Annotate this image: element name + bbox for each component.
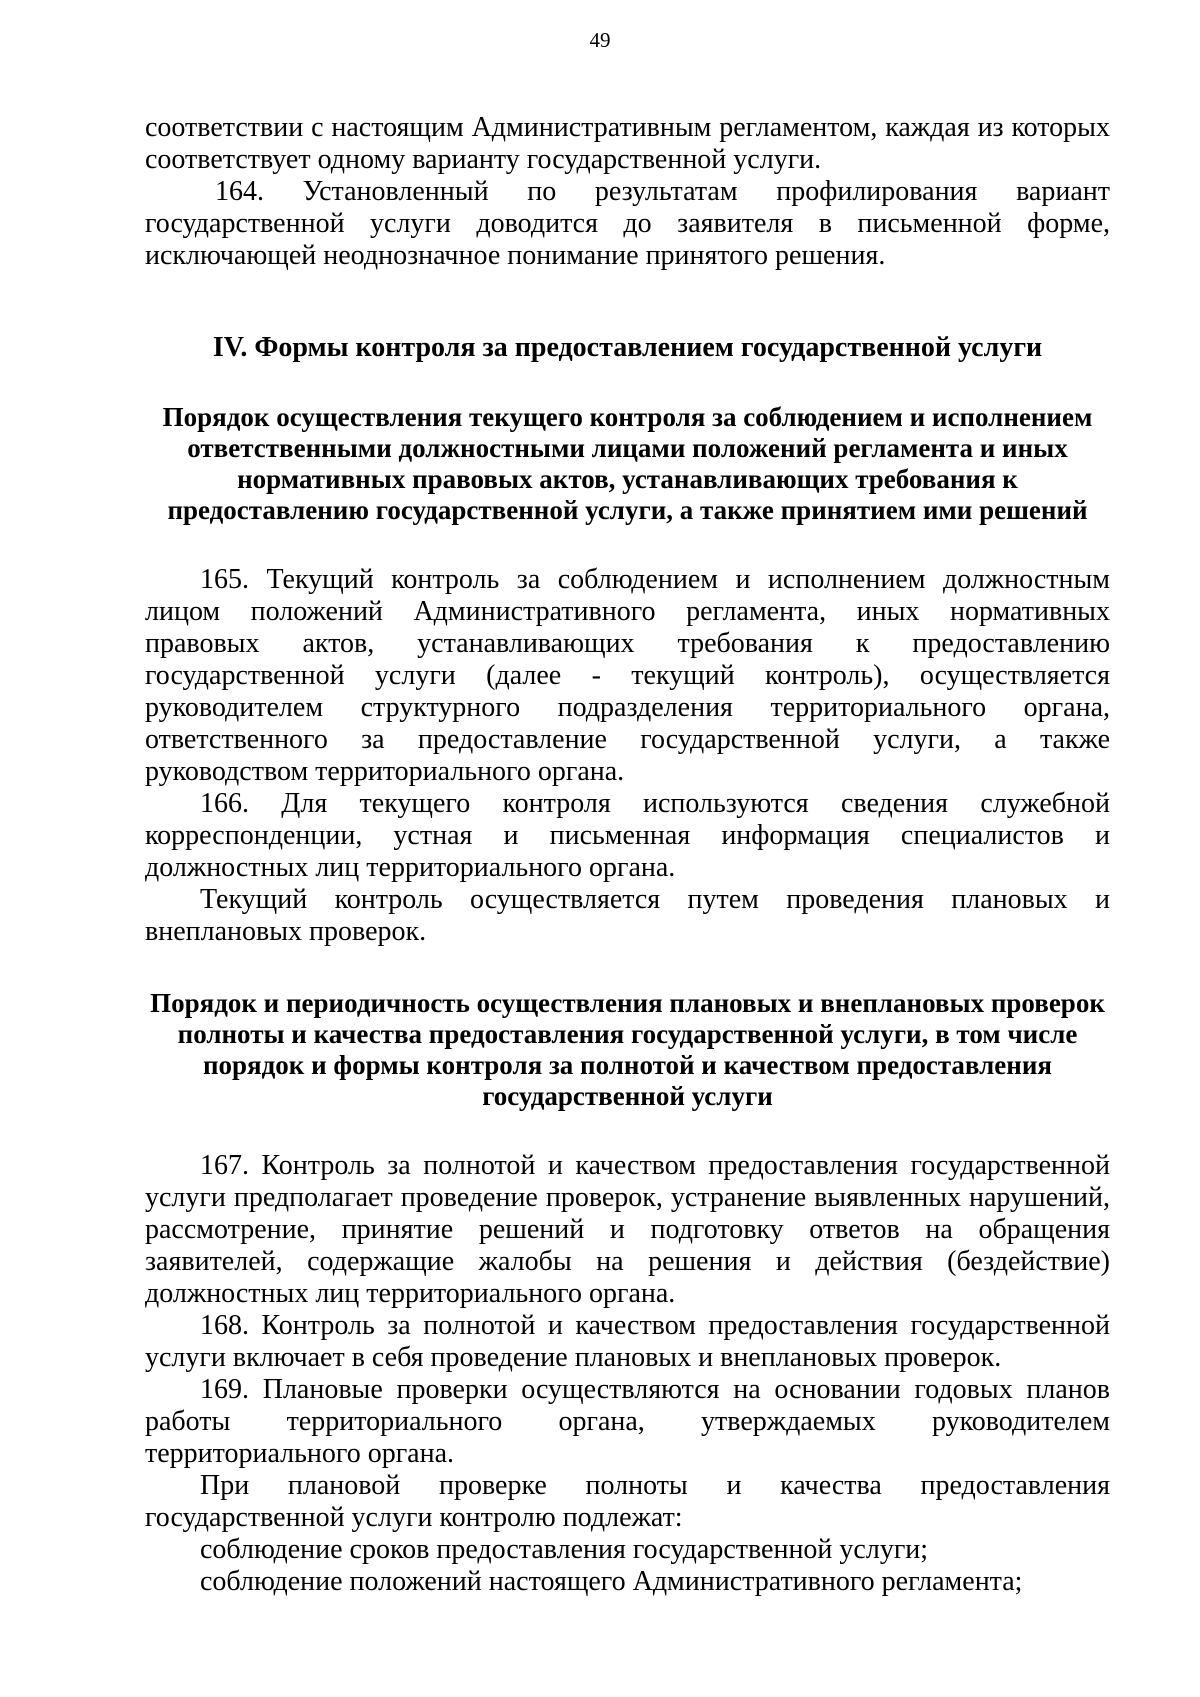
paragraph-166: 166. Для текущего контроля используются сведения служебной корреспонденции, устная и письменная информация специалистов и должностных лиц территориального органа. xyxy=(145,788,1110,883)
list-item: соблюдение положений настоящего Административного регламента; xyxy=(200,1566,1023,1597)
paragraph-167: 167. Контроль за полнотой и качеством предоставления государственной услуги предполагает проведение проверок, устранение выявленных нарушений, рассмотрение, принятие решений и подготовку ответов на обращения заявителей, содержащие жалобы на решения и действия (бездействие) должностных лиц территориального органа. xyxy=(145,1150,1110,1309)
list-item: соблюдение сроков предоставления государственной услуги; xyxy=(200,1534,929,1565)
paragraph-continuation: соответствии с настоящим Административным регламентом, каждая из которых соответствует одному варианту государственной услуги. xyxy=(145,112,1110,175)
subsection-heading-inspections: Порядок и периодичность осуществления плановых и внеплановых проверок полноты и качества предоставления государственной услуги, в том числе порядок и формы контроля за полнотой и качеством предоставления государственной услуги xyxy=(150,988,1105,1111)
paragraph-169: 169. Плановые проверки осуществляются на основании годовых планов работы территориального органа, утверждаемых руководителем территориального органа. xyxy=(145,1374,1110,1469)
paragraph-166-continuation: Текущий контроль осуществляется путем проведения плановых и внеплановых проверок. xyxy=(145,884,1110,947)
paragraph-164: 164. Установленный по результатам профилирования вариант государственной услуги доводится до заявителя в письменной форме, исключающей неоднозначное понимание принятого решения. xyxy=(145,176,1110,271)
paragraph-168: 168. Контроль за полнотой и качеством предоставления государственной услуги включает в себя проведение плановых и внеплановых проверок. xyxy=(145,1310,1110,1373)
paragraph-165: 165. Текущий контроль за соблюдением и исполнением должностным лицом положений Административного регламента, иных нормативных правовых актов, устанавливающих требования к предоставлению государственной услуги (далее - текущий контроль), осуществляется руководителем структурного подразделения территориального органа, ответственного за предоставление государственной услуги, а также руководством территориального органа. xyxy=(145,564,1110,787)
document-body xyxy=(145,112,1110,1598)
subsection-heading-current-control: Порядок осуществления текущего контроля за соблюдением и исполнением ответственными должностными лицами положений регламента и иных нормативных правовых актов, устанавливающих требования к предоставлению государственной услуги, а также принятием ими решений xyxy=(162,402,1093,525)
section-title: IV. Формы контроля за предоставлением государственной услуги xyxy=(212,332,1043,363)
paragraph-169-continuation: При плановой проверке полноты и качества предоставления государственной услуги контролю подлежат: xyxy=(145,1470,1110,1533)
page-number: 49 xyxy=(589,28,611,52)
